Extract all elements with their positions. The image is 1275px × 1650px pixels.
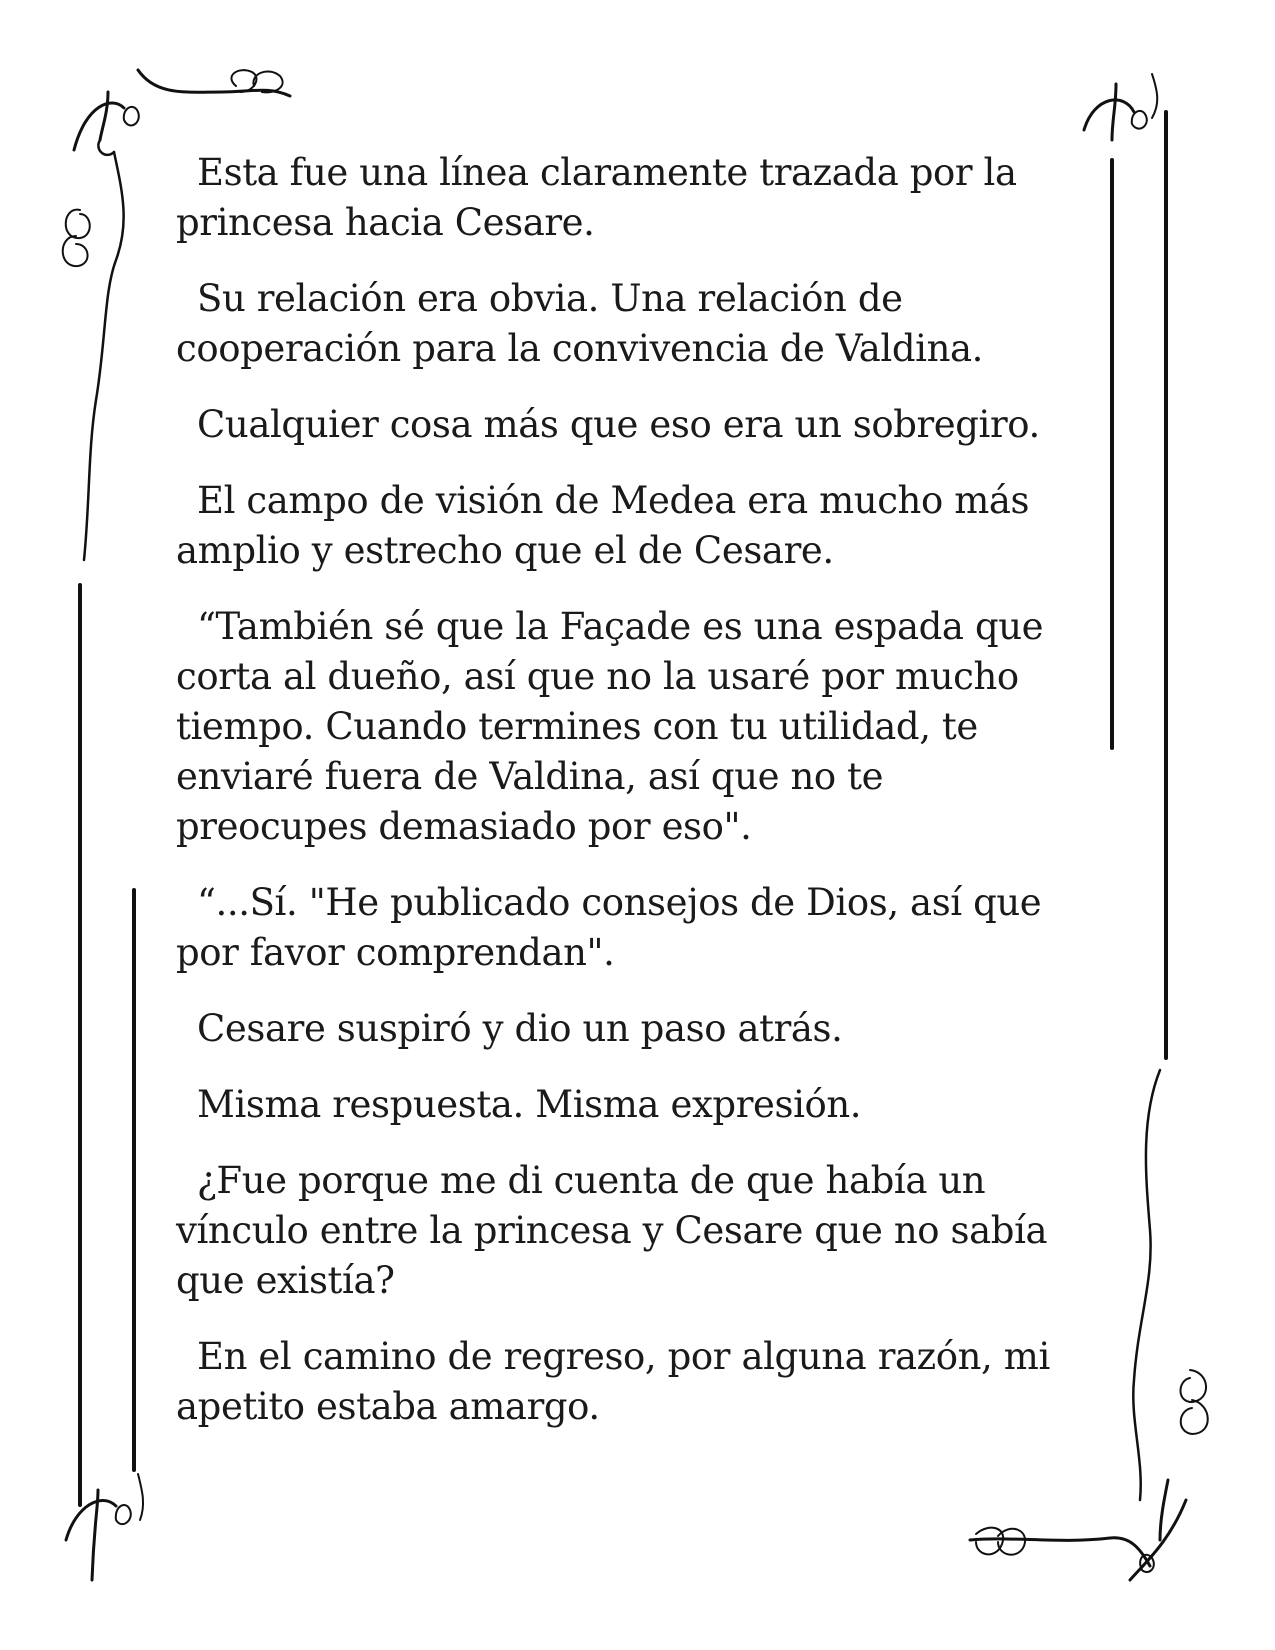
ornament-bottom-left — [66, 1474, 143, 1580]
paragraph: Misma respuesta. Misma expresión. — [197, 1083, 862, 1126]
paragraph: Cualquier cosa más que eso era un sobregiro. — [197, 403, 1040, 446]
paragraph: Cesare suspiró y dio un paso atrás. — [197, 1007, 843, 1050]
paragraph: Esta fue una línea claramente trazada por la princesa hacia Cesare. — [176, 151, 1017, 244]
paragraph: “...Sí. "He publicado consejos de Dios, así que por favor comprendan". — [176, 881, 1042, 974]
document-body — [176, 148, 1076, 1458]
paragraph: ¿Fue porque me di cuenta de que había un vínculo entre la princesa y Cesare que no sabía que existía? — [176, 1159, 1048, 1302]
paragraph: Su relación era obvia. Una relación de cooperación para la convivencia de Valdina. — [176, 277, 984, 370]
paragraph: El campo de visión de Medea era mucho más amplio y estrecho que el de Cesare. — [176, 479, 1030, 572]
ornament-top-right — [1084, 74, 1157, 140]
paragraph: En el camino de regreso, por alguna razón, mi apetito estaba amargo. — [176, 1335, 1050, 1428]
paragraph: “También sé que la Façade es una espada que corta al dueño, así que no la usaré por mucho tiempo. Cuando termines con tu utilidad, te enviaré fuera de Valdina, así que no te preocupes demasiado por eso". — [176, 605, 1044, 848]
